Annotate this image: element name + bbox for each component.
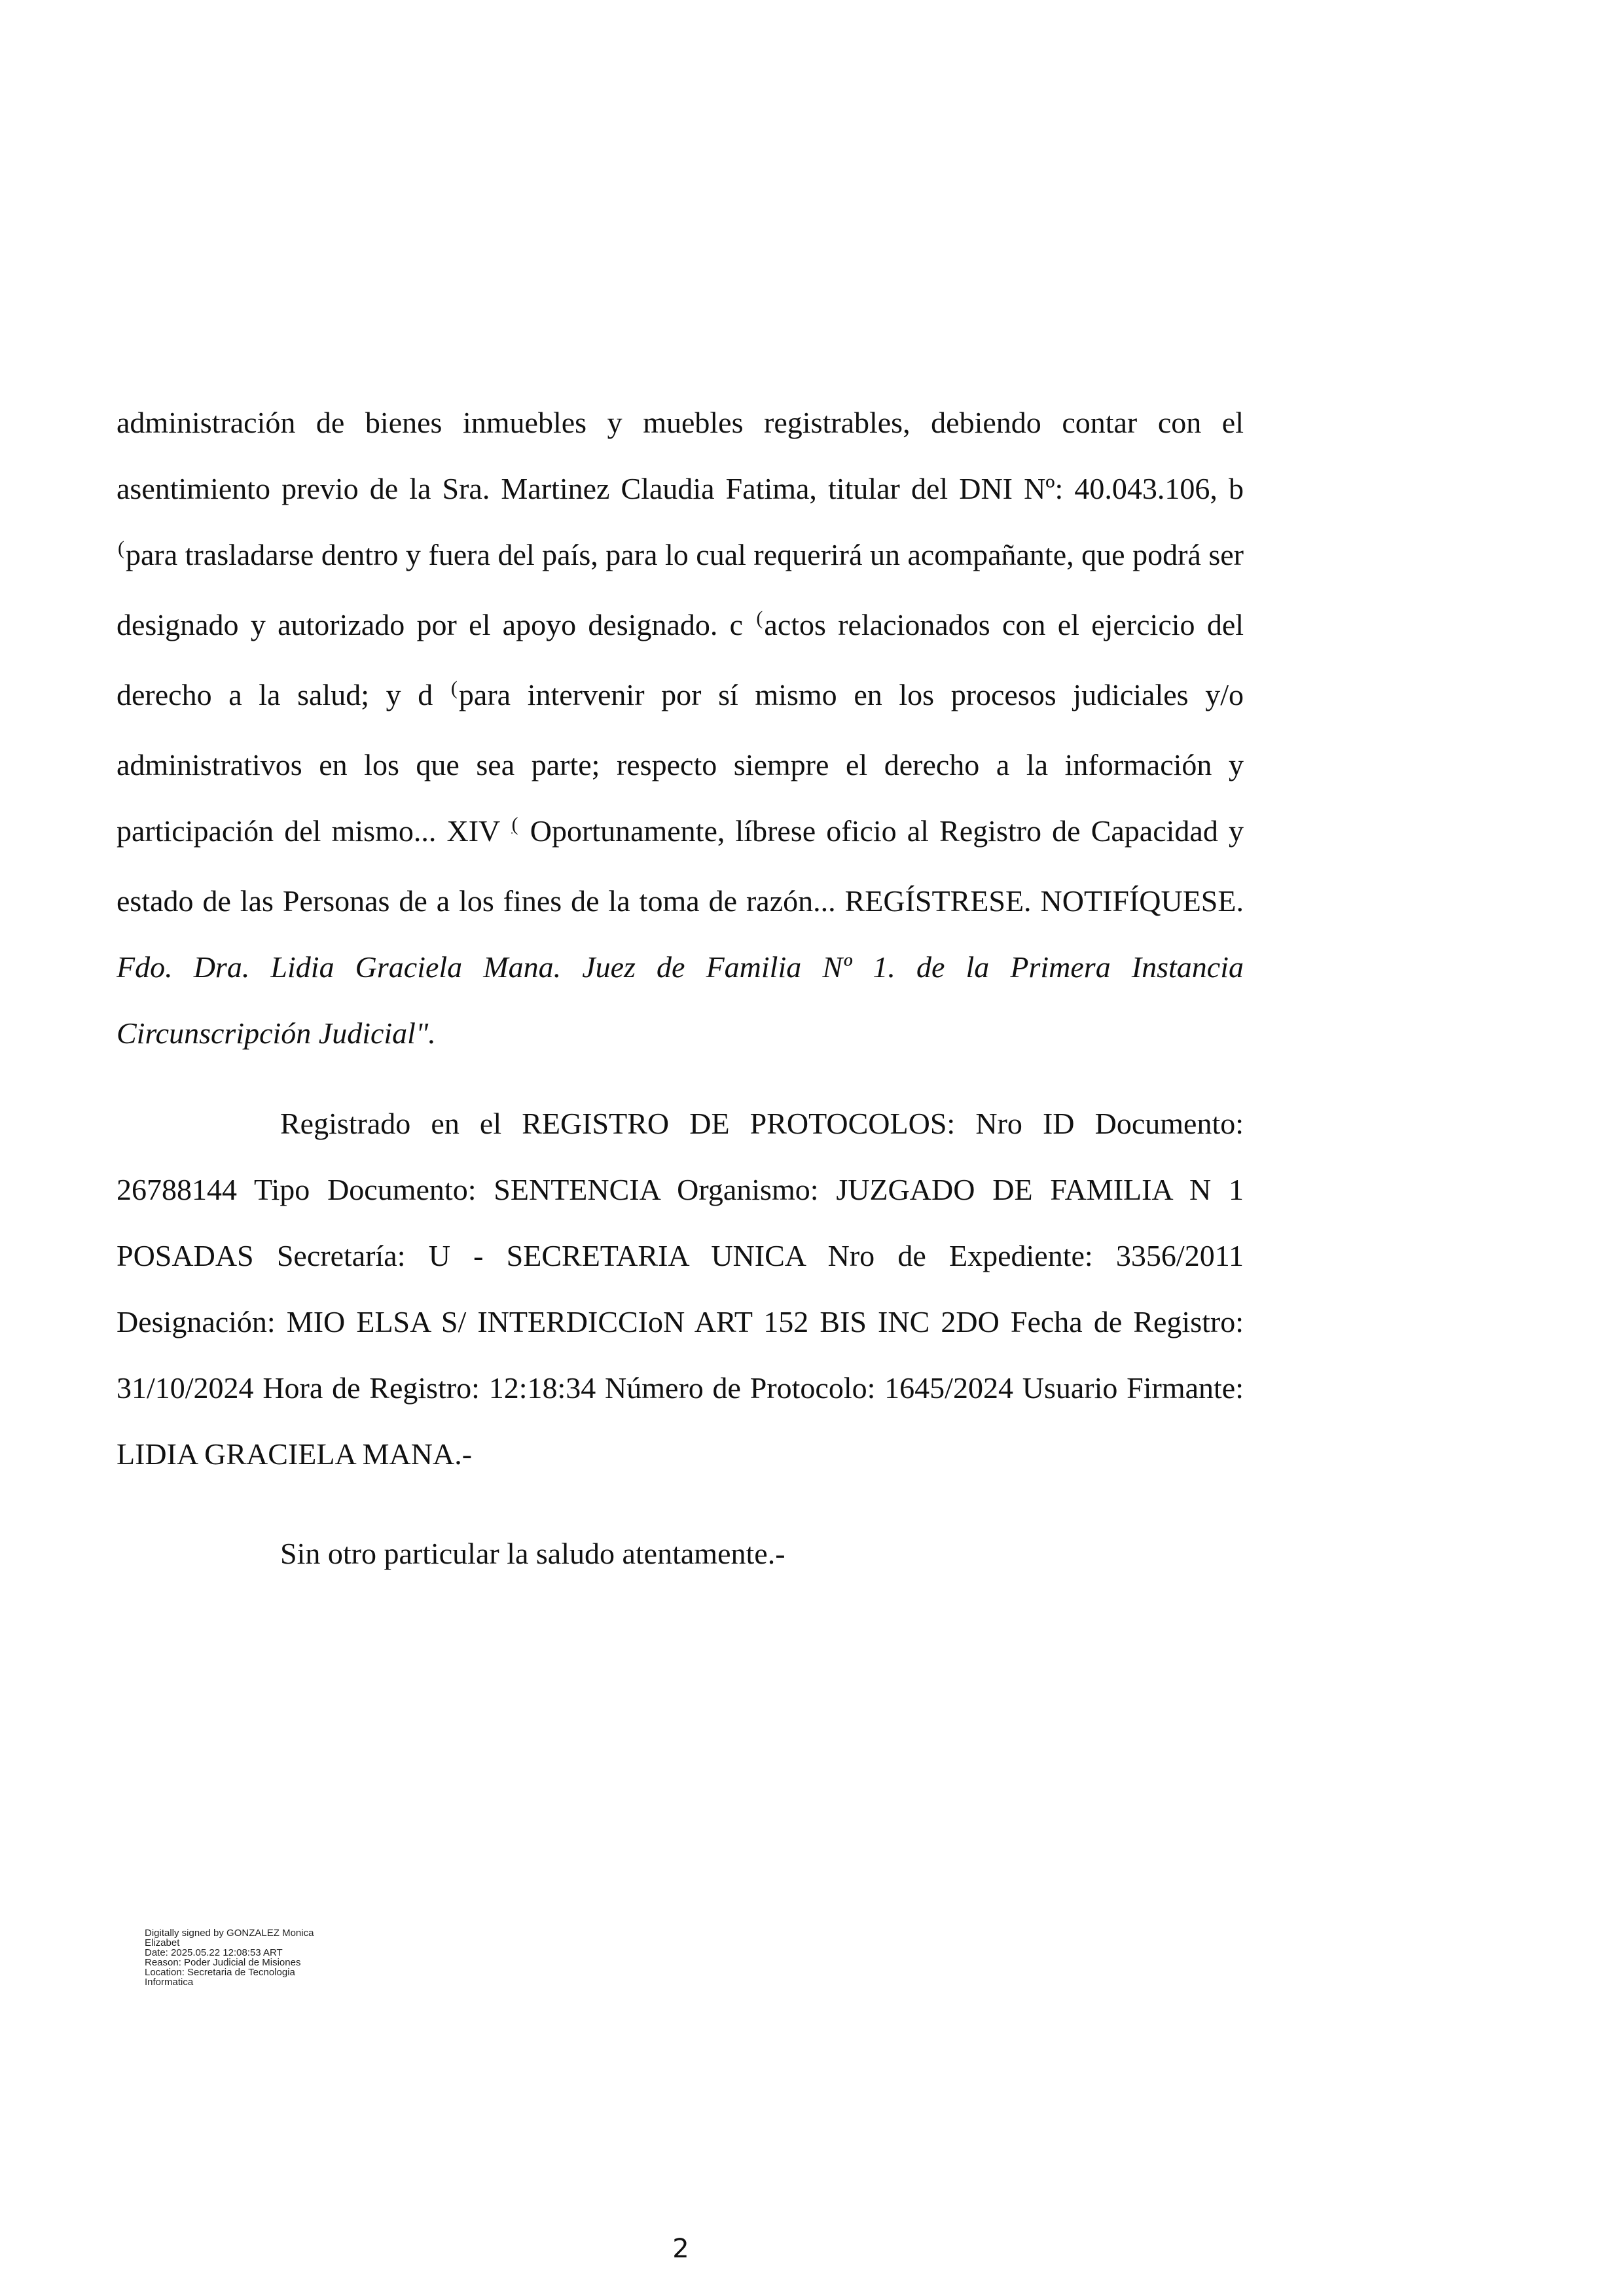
signature-line: Date: 2025.05.22 12:08:53 ART — [145, 1947, 283, 1958]
text-segment: Oportunamente, líbrese oficio al Registro de Capacidad y estado de las Personas de a los fines de la toma de razón... REGÍSTRESE. NOTIFÍQUESE. — [117, 814, 1244, 918]
signature-reference: Fdo. Dra. Lidia Graciela Mana. Juez de Familia Nº 1. de la Primera Instancia Circunscripción Judicial". — [117, 950, 1244, 1050]
text-segment: para intervenir por sí mismo en los procesos judiciales y/o administrativos en los que sea parte; respecto siempre el derecho a la información y participación del mismo... XIV — [117, 678, 1244, 848]
signature-line: Location: Secretaria de Tecnologia — [145, 1967, 295, 1978]
paren-mark: ( — [450, 677, 458, 699]
page-number: 2 — [672, 2234, 689, 2264]
signature-line: Reason: Poder Judicial de Misiones — [145, 1957, 301, 1968]
paren-mark: ( — [756, 607, 763, 629]
closing-paragraph: Sin otro particular la saludo atentamente.- — [280, 1537, 785, 1570]
digital-signature-stamp — [145, 1928, 361, 1987]
signature-line: Digitally signed by GONZALEZ Monica — [145, 1928, 314, 1939]
text-segment: para trasladarse dentro y fuera del país, para lo cual requerirá un acompañante, que podrá ser designado y autorizado por el apoyo designado. c — [117, 538, 1244, 641]
signature-line: Elizabet — [145, 1937, 180, 1948]
paren-mark: ( — [118, 537, 124, 559]
paren-mark: ( — [511, 814, 518, 835]
resolution-excerpt-paragraph — [117, 389, 1244, 1066]
registration-paragraph: Registrado en el REGISTRO DE PROTOCOLOS: Nro ID Documento: 26788144 Tipo Documento: SENTENCIA Organismo: JUZGADO DE FAMILIA N 1 POSADAS Secretaría: U - SECRETARIA UNICA Nro de Expediente: 3356/2011 Designación: MIO ELSA S/ INTERDICCIoN ART 152 BIS INC 2DO Fecha de Registro: 31/10/2024 Hora de Registro: 12:18:34 Número de Protocolo: 1645/2024 Usuario Firmante: LIDIA GRACIELA MANA.- — [117, 1107, 1244, 1471]
text-segment: actos relacionados con el ejercicio del derecho a la salud; y d — [117, 608, 1244, 711]
text-segment: administración de bienes inmuebles y muebles registrables, debiendo contar con el asentimiento previo de la Sra. Martinez Claudia Fatima, titular del DNI Nº: 40.043.106, b — [117, 406, 1244, 505]
signature-line: Informatica — [145, 1977, 194, 1988]
